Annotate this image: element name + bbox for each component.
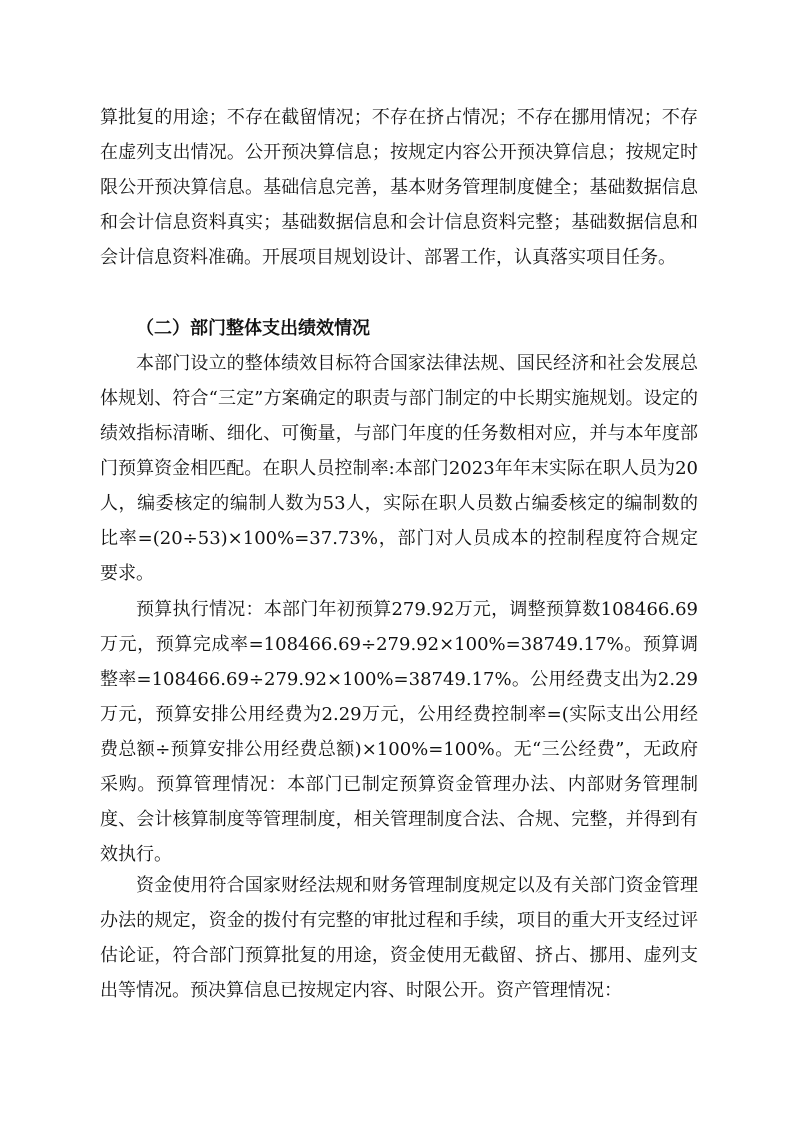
paragraph-fund-usage: 资金使用符合国家财经法规和财务管理制度规定以及有关部门资金管理办法的规定，资金的拨付有完整的审批过程和手续，项目的重大开支经过评估论证，符合部门预算批复的用途，资金使用无截留、挤占、挪用、虚列支出等情况。预决算信息已按规定内容、时限公开。资产管理情况： <box>100 875 698 1001</box>
paragraph-budget-compliance: 算批复的用途；不存在截留情况；不存在挤占情况；不存在挪用情况；不存在虚列支出情况。公开预决算信息；按规定内容公开预决算信息；按规定时限公开预决算信息。基础信息完善，基本财务管理制度健全；基础数据信息和会计信息资料真实；基础数据信息和会计信息资料完整；基础数据信息和会计信息资料准确。开展项目规划设计、部署工作，认真落实项目任务。 <box>100 107 698 268</box>
paragraph-budget-execution: 预算执行情况：本部门年初预算279.92万元，调整预算数108466.69万元，预算完成率=108466.69÷279.92×100%=38749.17%。预算调整率=108466.69÷279.92×100%=38749.17%。公用经费支出为2.29万元，预算安排公用经费为2.29万元，公用经费控制率=(实际支出公用经费总额÷预算安排公用经费总额)×100%=100%。无“三公经费”，无政府采购。预算管理情况：本部门已制定预算资金管理办法、内部财务管理制度、会计核算制度等管理制度，相关管理制度合法、合规、完整，并得到有效执行。 <box>100 599 698 865</box>
paragraph-performance-goals: 本部门设立的整体绩效目标符合国家法律法规、国民经济和社会发展总体规划、符合“三定”方案确定的职责与部门制定的中长期实施规划。设定的绩效指标清晰、细化、可衡量，与部门年度的任务数相对应，并与本年度部门预算资金相匹配。在职人员控制率:本部门2023年年末实际在职人员为20人，编委核定的编制人数为53人，实际在职人员数占编委核定的编制数的比率=(20÷53)×100%=37.73%，部门对人员成本的控制程度符合规定要求。 <box>100 353 698 584</box>
section-heading-overall-performance: （二）部门整体支出绩效情况 <box>136 318 370 339</box>
